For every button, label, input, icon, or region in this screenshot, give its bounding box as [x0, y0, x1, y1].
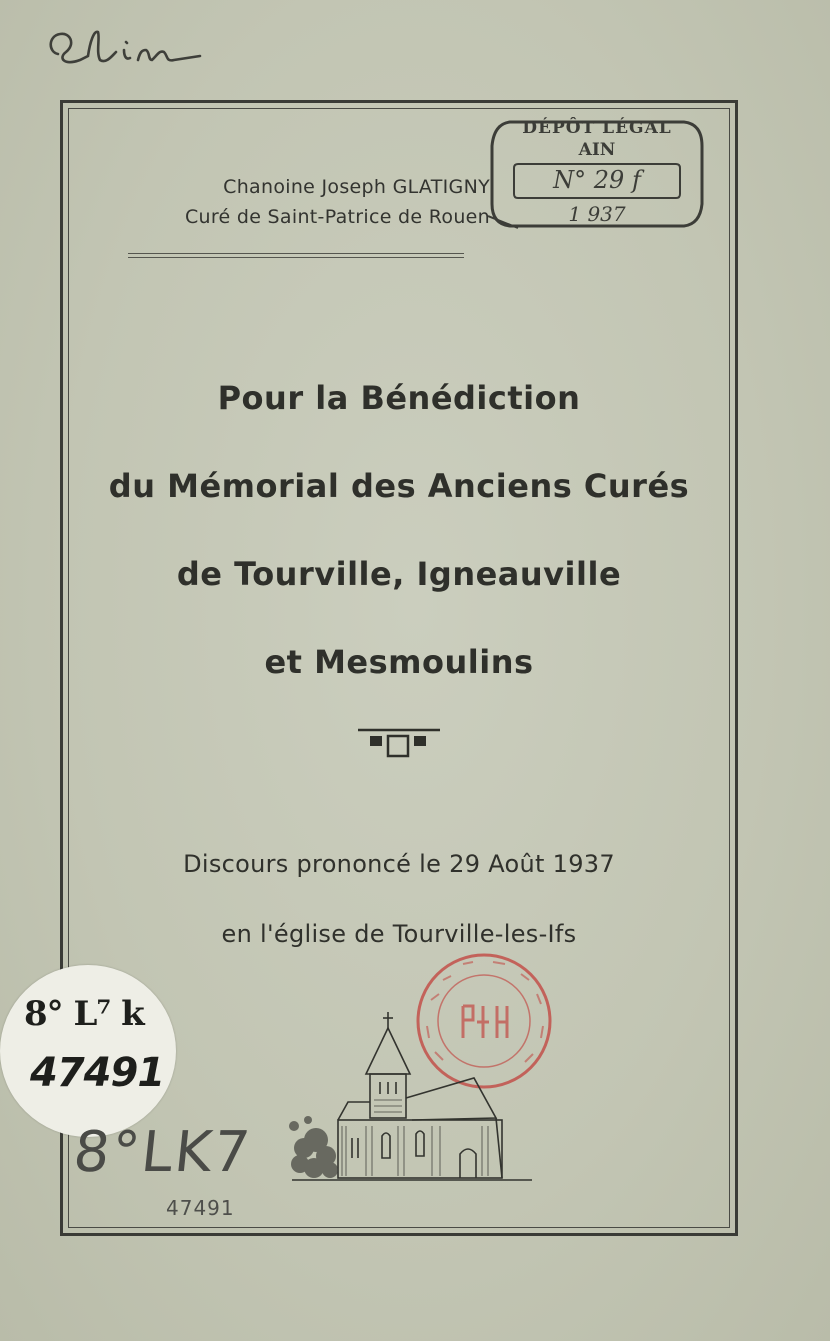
speech-info: [70, 840, 728, 980]
stamp-text-depot: DÉPÔT LÉGAL: [522, 118, 672, 138]
label-number: 47491: [30, 1050, 165, 1096]
church-illustration: [282, 1008, 536, 1188]
author-block: [110, 172, 490, 232]
title-line-2: du Mémorial des Anciens Curés: [108, 467, 690, 505]
label-classmark: 8° L⁷ k: [24, 994, 144, 1034]
title-line-3: de Tourville, Igneauville: [176, 555, 622, 593]
stamp-text-number: N° 29 f: [553, 166, 641, 194]
title-line-4: et Mesmoulins: [264, 643, 534, 681]
legal-deposit-stamp: [488, 116, 706, 232]
author-role: Curé de Saint-Patrice de Rouen: [184, 206, 490, 228]
author-name: Chanoine Joseph GLATIGNY: [223, 176, 490, 198]
stamp-text-ain: AIN: [578, 140, 616, 160]
title-line-1: Pour la Bénédiction: [217, 379, 581, 417]
speech-line-2: en l'église de Tourville-les-Ifs: [221, 920, 577, 948]
speech-line-1: Discours prononcé le 29 Août 1937: [183, 850, 615, 878]
document-title: [70, 368, 728, 720]
pencil-shelfmark-number: 47491: [166, 1196, 235, 1220]
handwritten-note: [44, 22, 204, 72]
author-divider: [128, 253, 464, 258]
ornament-icon: [356, 726, 442, 760]
pencil-shelfmark: 8°LK7: [70, 1120, 255, 1185]
stamp-text-year: 1 937: [568, 202, 626, 226]
